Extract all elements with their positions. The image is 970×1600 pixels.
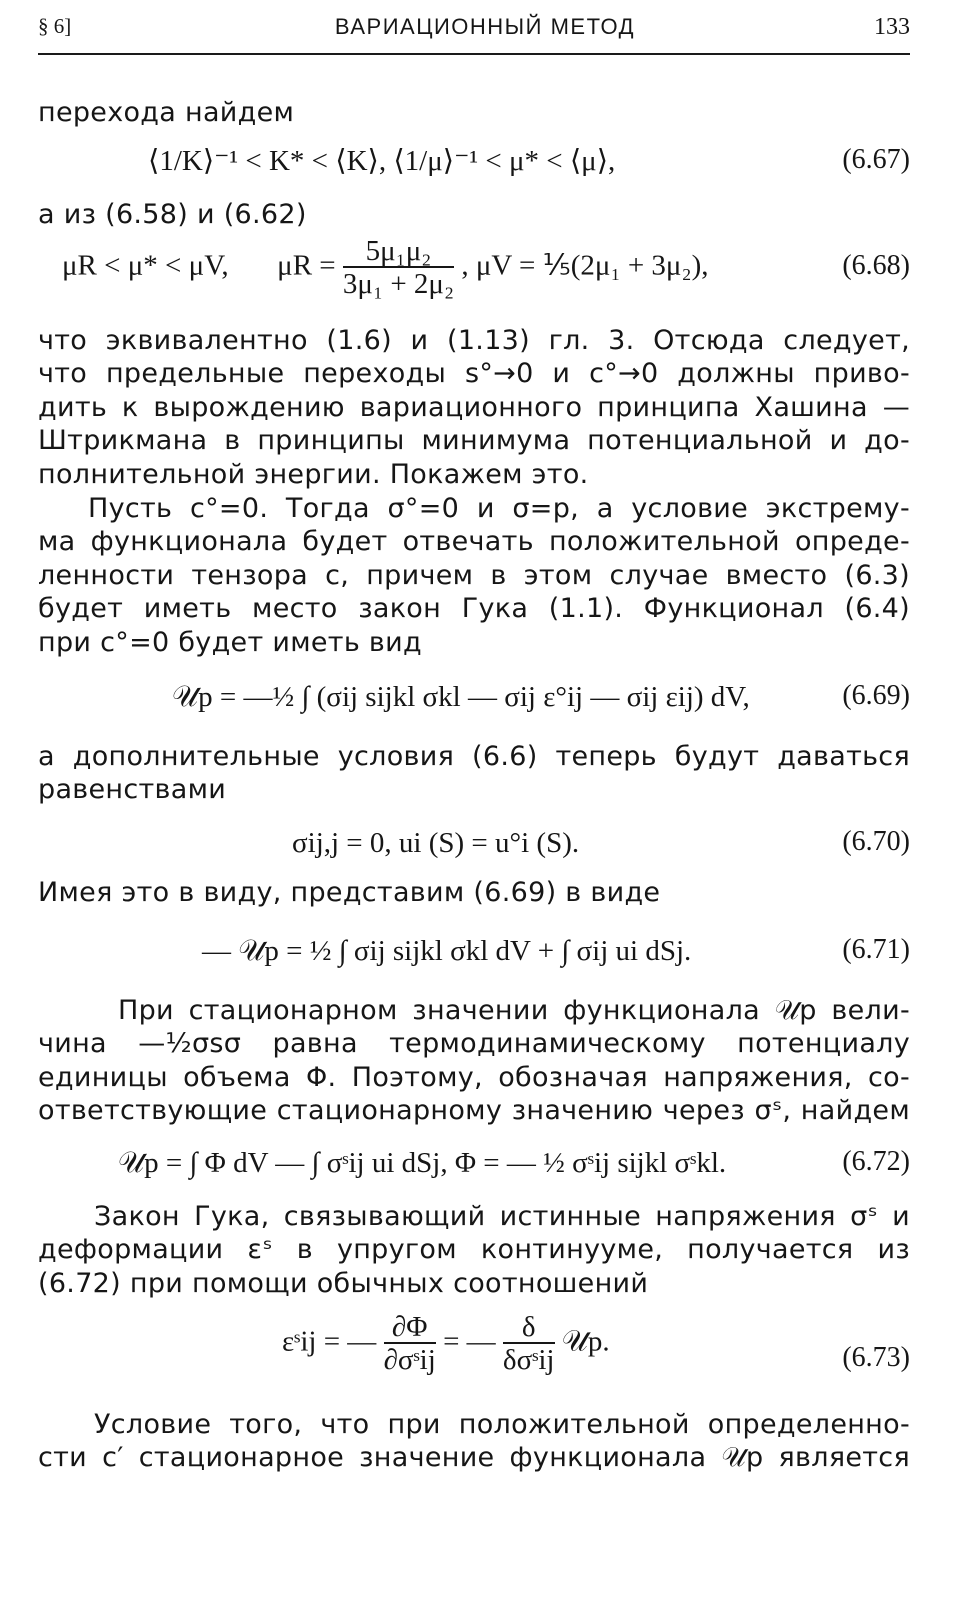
text-line: что предельные переходы s°→0 и c°→0 должны приво- <box>38 358 910 390</box>
eq-part: , μV = ⅕(2μ₁ + 3μ₂), <box>461 249 709 282</box>
text-line: дить к вырождению вариационного принципа Хашина — <box>38 391 910 423</box>
paragraph-6 <box>38 876 910 909</box>
text-line: Пусть c°=0. Тогда σ°=0 и σ=p, а условие экстрему- <box>88 493 910 524</box>
equation-number: (6.67) <box>842 144 910 175</box>
equation-6-67: ⟨1/K⟩⁻¹ < K* < ⟨K⟩, ⟨1/μ⟩⁻¹ < μ* < ⟨μ⟩, <box>148 145 616 177</box>
header-rule <box>38 53 910 55</box>
paragraph-7 <box>38 994 910 1128</box>
fraction-denominator: ∂σˢij <box>383 1344 436 1376</box>
equation-6-71: — 𝒰p = ½ ∫ σij sijkl σkl dV + ∫ σij ui dSj. <box>202 935 692 967</box>
eq-part: μR = <box>277 249 336 282</box>
fraction-numerator: ∂Φ <box>384 1312 436 1344</box>
equation-6-70: σij,j = 0, ui (S) = u°i (S). <box>292 827 580 859</box>
equation-number: (6.68) <box>842 250 910 281</box>
paragraph-8 <box>38 1200 910 1300</box>
text-line: а дополнительные условия (6.6) теперь будут даваться <box>38 741 910 772</box>
text-line: ленности тензора c, причем в этом случае вместо (6.3) <box>38 559 910 591</box>
eq-part: = — <box>443 1325 496 1358</box>
text-line: сти c′ стационарное значение функционала 𝒰p является <box>38 1442 910 1474</box>
eq-part: 𝒰p. <box>561 1325 610 1358</box>
paragraph-4 <box>38 492 910 659</box>
equation-number: (6.72) <box>842 1146 910 1177</box>
equation-6-69: 𝒰p = —½ ∫ (σij sijkl σkl — σij ε°ij — σij εij) dV, <box>172 681 750 713</box>
fraction-numerator: 5μ₁μ₂ <box>343 236 454 268</box>
fraction <box>343 236 454 300</box>
text-line: Условие того, что при положительной определенно- <box>94 1409 910 1440</box>
running-head-section: § 6] <box>38 14 72 38</box>
equation-6-68 <box>62 236 709 300</box>
page-number: 133 <box>874 14 910 40</box>
text-line: единицы объема Φ. Поэтому, обозначая напряжения, со- <box>38 1061 910 1093</box>
text-line: ма функционала будет отвечать положительной опреде- <box>38 526 910 558</box>
fraction <box>503 1312 555 1376</box>
paragraph-3 <box>38 324 910 491</box>
equation-6-72: 𝒰p = ∫ Φ dV — ∫ σˢij ui dSj, Φ = — ½ σˢij sijkl σˢkl. <box>118 1147 727 1179</box>
text-line: полнительной энергии. Покажем это. <box>38 458 589 490</box>
text-line: ответствующие стационарному значению через σˢ, найдем <box>38 1095 910 1127</box>
eq-part: μR < μ* < μV, <box>62 249 229 282</box>
text-line: что эквивалентно (1.6) и (1.13) гл. 3. Отсюда следует, <box>38 325 910 356</box>
equation-number: (6.73) <box>842 1342 910 1373</box>
fraction <box>384 1312 436 1376</box>
fraction-denominator: 3μ₁ + 2μ₂ <box>342 268 455 300</box>
text-line: будет иметь место закон Гука (1.1). Функционал (6.4) <box>38 593 910 625</box>
text-line: перехода найдем <box>38 97 295 128</box>
text-line: чина —½σsσ равна термодинамическому потенциалу <box>38 1028 910 1060</box>
equation-number: (6.70) <box>842 826 910 857</box>
text-line: а из (6.58) и (6.62) <box>38 199 307 230</box>
paragraph-1 <box>38 96 910 129</box>
text-line: (6.72) при помощи обычных соотношений <box>38 1267 649 1299</box>
text-line: деформации εˢ в упругом континууме, получается из <box>38 1234 910 1266</box>
fraction-numerator: δ <box>503 1312 555 1344</box>
text-line: Имея это в виду, представим (6.69) в виде <box>38 877 661 908</box>
text-line: Штрикмана в принципы минимума потенциальной и до- <box>38 425 910 457</box>
paragraph-2 <box>38 198 910 231</box>
text-line: равенствами <box>38 774 227 806</box>
eq-part: εˢij = — <box>282 1325 377 1358</box>
running-head-title: ВАРИАЦИОННЫЙ МЕТОД <box>334 14 636 39</box>
equation-6-73 <box>282 1312 610 1376</box>
fraction-denominator: δσˢij <box>502 1344 555 1376</box>
paragraph-9 <box>38 1408 910 1475</box>
text-line: При стационарном значении функционала 𝒰p вели- <box>118 995 910 1026</box>
equation-number: (6.69) <box>842 680 910 711</box>
text-line: при c°=0 будет иметь вид <box>38 626 422 658</box>
paragraph-5 <box>38 740 910 807</box>
equation-number: (6.71) <box>842 934 910 965</box>
text-line: Закон Гука, связывающий истинные напряжения σˢ и <box>94 1201 910 1232</box>
